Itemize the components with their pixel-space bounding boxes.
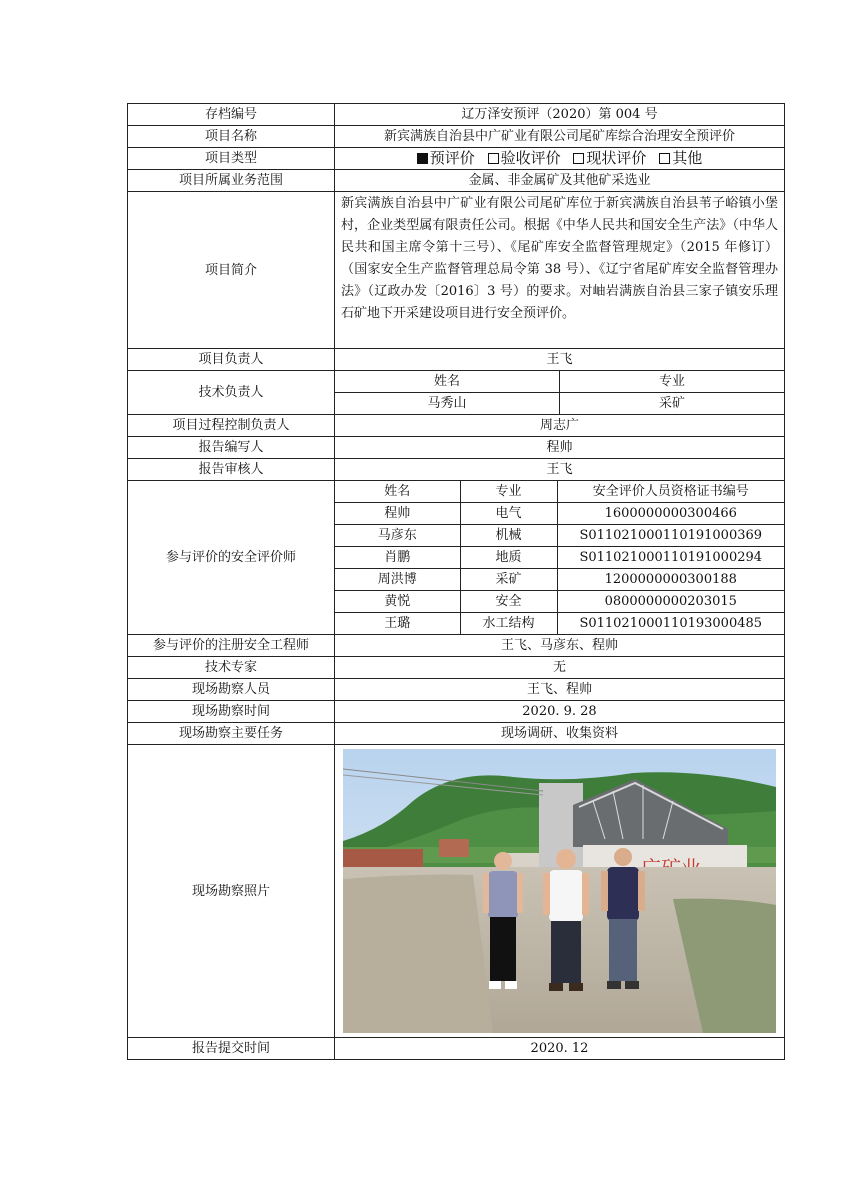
- row-submit-time: [128, 1038, 785, 1060]
- business-scope-value: 金属、非金属矿及其他矿采选业: [335, 170, 785, 192]
- survey-time-label: 现场勘察时间: [128, 701, 335, 723]
- tech-lead-subtable: [335, 371, 784, 414]
- intro-value: 新宾满族自治县中广矿业有限公司尾矿库位于新宾满族自治县苇子峪镇小堡村，企业类型属有限责任公司。根据《中华人民共和国安全生产法》（中华人民共和国主席令第十三号）、《尾矿库安全监督管理规定》（2015 年修订）（国家安全生产监督管理总局令第 38 号）、《辽宁省尾矿库安全监督管理办法》（辽政办发〔2016〕3 号）的要求。对岫岩满族自治县三家子镇安乐理石矿地下开采建设项目进行安全预评价。: [335, 192, 785, 349]
- survey-task-label: 现场勘察主要任务: [128, 723, 335, 745]
- survey-staff-label: 现场勘察人员: [128, 679, 335, 701]
- table-row: 马彦东 机械 S011021000110191000369: [335, 525, 784, 547]
- col-header: 专业: [460, 481, 557, 503]
- engineers-value: 王飞、马彦东、程帅: [335, 635, 785, 657]
- reviewer-value: 王飞: [335, 459, 785, 481]
- tech-lead-col-name: 姓名: [335, 371, 560, 393]
- checkbox-checked-icon: [417, 153, 428, 164]
- row-survey-photo: [128, 745, 785, 1038]
- row-survey-task: [128, 723, 785, 745]
- survey-time-value: 2020. 9. 28: [335, 701, 785, 723]
- survey-photo-label: 现场勘察照片: [128, 745, 335, 1038]
- checkbox-empty-icon: [488, 153, 499, 164]
- intro-label: 项目简介: [128, 192, 335, 349]
- evaluators-subtable: [335, 481, 784, 634]
- row-business-scope: [128, 170, 785, 192]
- survey-photo: [343, 749, 776, 1033]
- site-photo-image: [343, 749, 776, 1033]
- table-row: 肖鹏 地质 S011021000110191000294: [335, 547, 784, 569]
- col-header: 安全评价人员资格证书编号: [557, 481, 784, 503]
- process-lead-label: 项目过程控制负责人: [128, 415, 335, 437]
- tech-lead-label: 技术负责人: [128, 371, 335, 415]
- row-archive-no: [128, 104, 785, 126]
- type-option-acceptance[interactable]: 验收评价: [488, 148, 561, 169]
- engineers-label: 参与评价的注册安全工程师: [128, 635, 335, 657]
- project-type-label: 项目类型: [128, 148, 335, 170]
- row-experts: [128, 657, 785, 679]
- submit-time-value: 2020. 12: [335, 1038, 785, 1060]
- type-option-other[interactable]: 其他: [659, 148, 702, 169]
- row-survey-staff: [128, 679, 785, 701]
- process-lead-value: 周志广: [335, 415, 785, 437]
- tech-lead-major: 采矿: [658, 396, 685, 411]
- survey-task-value: 现场调研、收集资料: [335, 723, 785, 745]
- table-row: 程帅 电气 1600000000300466: [335, 503, 784, 525]
- row-project-type: [128, 148, 785, 170]
- table-row: 黄悦 安全 0800000000203015: [335, 591, 784, 613]
- checkbox-empty-icon: [573, 153, 584, 164]
- project-type-options: [335, 148, 785, 170]
- writer-label: 报告编写人: [128, 437, 335, 459]
- archive-no-value: 辽万泽安预评（2020）第 004 号: [335, 104, 785, 126]
- tech-lead-grid: [335, 371, 785, 415]
- submit-time-label: 报告提交时间: [128, 1038, 335, 1060]
- archive-no-label: 存档编号: [128, 104, 335, 126]
- evaluators-label: 参与评价的安全评价师: [128, 481, 335, 635]
- checkbox-empty-icon: [659, 153, 670, 164]
- row-tech-lead: [128, 371, 785, 415]
- table-row: 王璐 水工结构 S011021000110193000485: [335, 613, 784, 635]
- writer-value: 程帅: [335, 437, 785, 459]
- evaluators-header-row: [335, 481, 784, 503]
- row-engineers: [128, 635, 785, 657]
- tech-lead-col-major: 专业: [560, 371, 785, 393]
- tech-lead-name: 马秀山: [335, 393, 560, 415]
- table-row: 周洪博 采矿 1200000000300188: [335, 569, 784, 591]
- reviewer-label: 报告审核人: [128, 459, 335, 481]
- survey-photo-cell: [335, 745, 785, 1038]
- row-project-name: [128, 126, 785, 148]
- survey-staff-value: 王飞、程帅: [335, 679, 785, 701]
- evaluators-grid: [335, 481, 785, 635]
- type-option-pre[interactable]: 预评价: [417, 148, 475, 169]
- project-lead-value: 王飞: [335, 349, 785, 371]
- experts-label: 技术专家: [128, 657, 335, 679]
- type-option-status[interactable]: 现状评价: [573, 148, 646, 169]
- project-lead-label: 项目负责人: [128, 349, 335, 371]
- project-name-label: 项目名称: [128, 126, 335, 148]
- business-scope-label: 项目所属业务范围: [128, 170, 335, 192]
- row-process-lead: [128, 415, 785, 437]
- row-intro: [128, 192, 785, 349]
- project-name-value: 新宾满族自治县中广矿业有限公司尾矿库综合治理安全预评价: [335, 126, 785, 148]
- experts-value: 无: [335, 657, 785, 679]
- row-writer: [128, 437, 785, 459]
- evaluation-info-table: [127, 103, 785, 1060]
- col-header: 姓名: [335, 481, 460, 503]
- row-reviewer: [128, 459, 785, 481]
- row-evaluators: [128, 481, 785, 635]
- row-survey-time: [128, 701, 785, 723]
- row-project-lead: [128, 349, 785, 371]
